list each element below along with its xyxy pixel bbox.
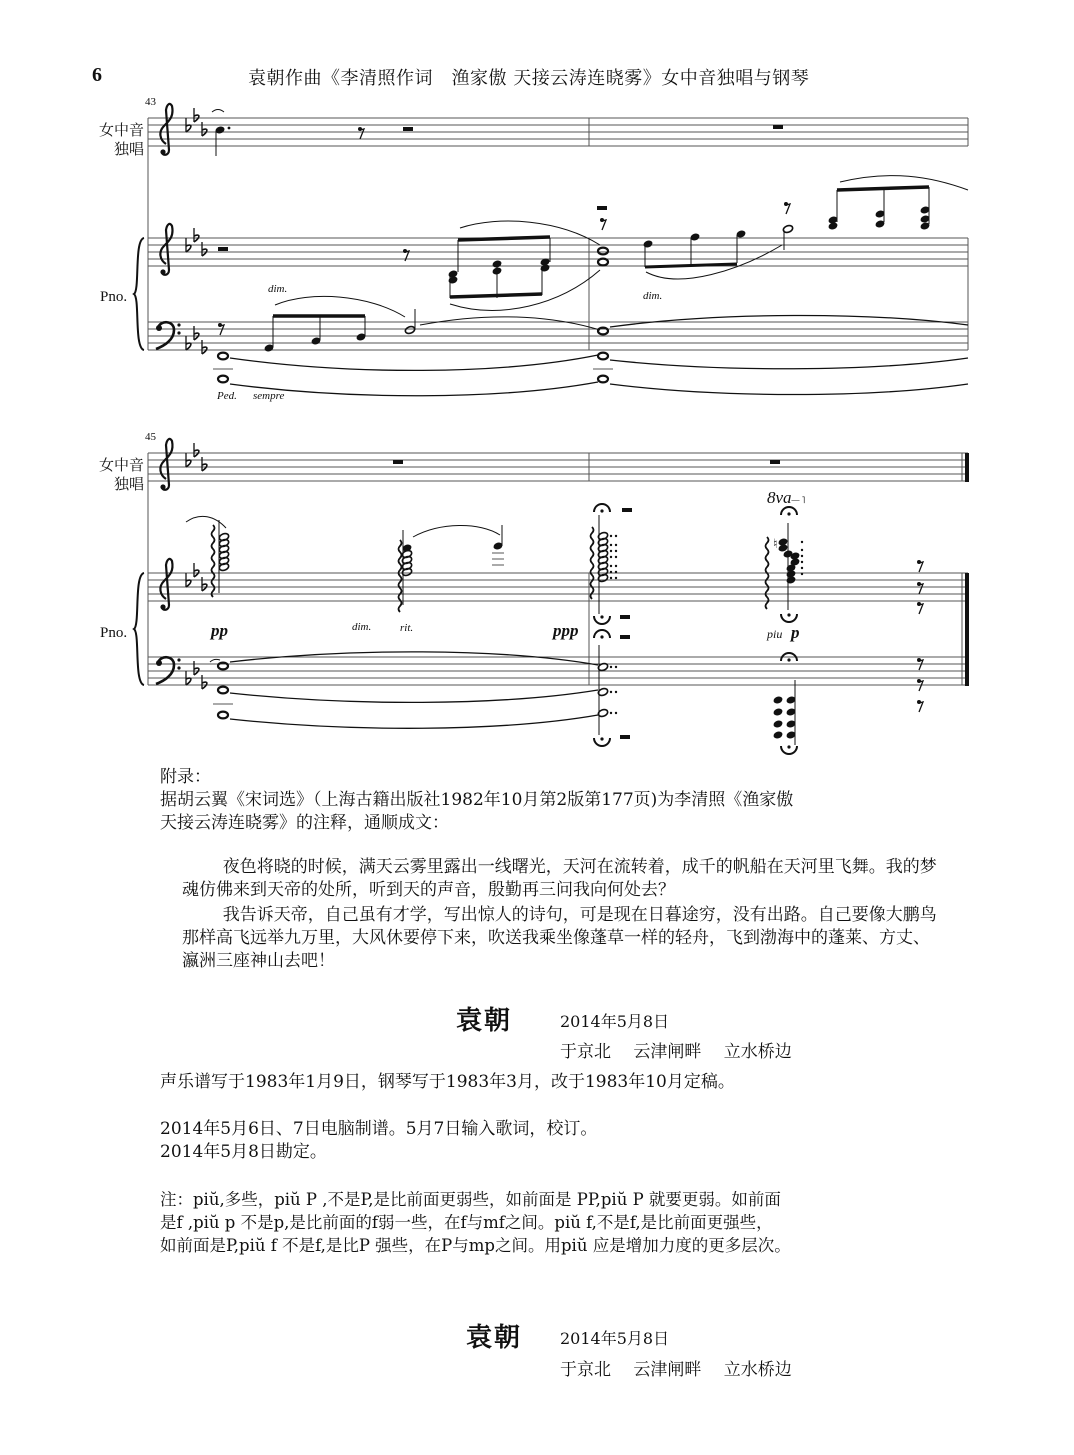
signature-place: 于京北 云津闸畔 立水桥边 xyxy=(560,1042,792,1062)
measure-number: 45 xyxy=(145,431,156,443)
voice-label-line2: 独唱 xyxy=(113,475,144,493)
finalized-note: 2014年5月8日勘定。 xyxy=(160,1142,327,1162)
piano-label: Pno. xyxy=(100,289,128,305)
dynamics-note-line1: 注：piŭ,多些，piŭ P ,不是P,是比前面更弱些，如前面是 PP,piŭ P 就要更弱。如前面 xyxy=(160,1190,781,1209)
rit-marking: rit. xyxy=(400,622,414,634)
page-number: 6 xyxy=(92,64,102,86)
voice-label xyxy=(84,456,144,494)
appendix-heading: 附录： xyxy=(160,767,211,787)
composer-signature: 袁朝 xyxy=(456,1006,513,1036)
system-1 xyxy=(134,104,968,396)
appendix-paragraph-2: 我告诉天帝，自己虽有才学，写出惊人的诗句，可是现在日暮途穷，没有出路。自己要像大鹏鸟那样高飞远举九万里，大风休要停下来，吹送我乘坐像蓬草一样的轻舟，飞到渤海中的蓬莱、方丈、瀛洲三座神山去吧！ xyxy=(182,905,937,971)
signature-date: 2014年5月8日 xyxy=(560,1329,670,1348)
piu-marking: piu xyxy=(767,627,783,641)
signature-place: 于京北 云津闸畔 立水桥边 xyxy=(560,1360,792,1380)
voice-label-line1: 女中音 xyxy=(98,121,144,139)
pedal-marking: Ped. xyxy=(217,390,237,402)
dynamics-note-line3: 如前面是P,piŭ f 不是f,是比P 强些，在P与mp之间。用piŭ 应是增加力度的更多层次。 xyxy=(160,1236,791,1255)
ottava-marking: 8va— ˥ xyxy=(767,488,806,507)
voice-label xyxy=(84,121,144,159)
dim-marking: dim. xyxy=(352,621,372,633)
composition-note: 声乐谱写于1983年1月9日，钢琴写于1983年3月，改于1983年10月定稿。 xyxy=(160,1072,735,1092)
dynamic-ppp: ppp xyxy=(553,621,579,640)
page-title: 袁朝作曲《李清照作词 渔家傲 天接云涛连晓雾》女中音独唱与钢琴 xyxy=(248,68,810,89)
appendix-source-line1: 据胡云翼《宋词选》（上海古籍出版社1982年10月第2版第177页)为李清照《渔家傲 xyxy=(160,790,794,810)
dynamic-pp: pp xyxy=(211,621,228,640)
dim-marking: dim. xyxy=(643,290,663,302)
dynamic-p: p xyxy=(791,623,800,642)
piano-label: Pno. xyxy=(100,625,128,641)
voice-label-line1: 女中音 xyxy=(98,456,144,474)
appendix-paragraph-1: 夜色将晓的时候，满天云雾里露出一线曙光，天河在流转着，成千的帆船在天河里飞舞。我的梦魂仿佛来到天帝的处所，听到天的声音，殷勤再三问我向何处去？ xyxy=(182,857,937,900)
dim-marking: dim. xyxy=(268,283,288,295)
voice-label-line2: 独唱 xyxy=(113,140,144,158)
ottava-text: 8va xyxy=(767,488,792,507)
signature-date: 2014年5月8日 xyxy=(560,1012,670,1031)
system-2 xyxy=(134,439,969,754)
typeset-note: 2014年5月6日、7日电脑制谱。5月7日输入歌词，校订。 xyxy=(160,1119,598,1139)
dynamics-note-line2: 是f ,piŭ p 不是p,是比前面的f弱一些，在f与mf之间。piŭ f,不是f,是比前面更强些， xyxy=(160,1213,773,1232)
svg-text:♮: ♮ xyxy=(773,537,778,552)
appendix-source-line2: 天接云涛连晓雾》的注释，通顺成文： xyxy=(160,813,449,833)
composer-signature: 袁朝 xyxy=(466,1323,523,1353)
pedal-sempre-marking: sempre xyxy=(253,390,285,402)
measure-number: 43 xyxy=(145,96,156,108)
